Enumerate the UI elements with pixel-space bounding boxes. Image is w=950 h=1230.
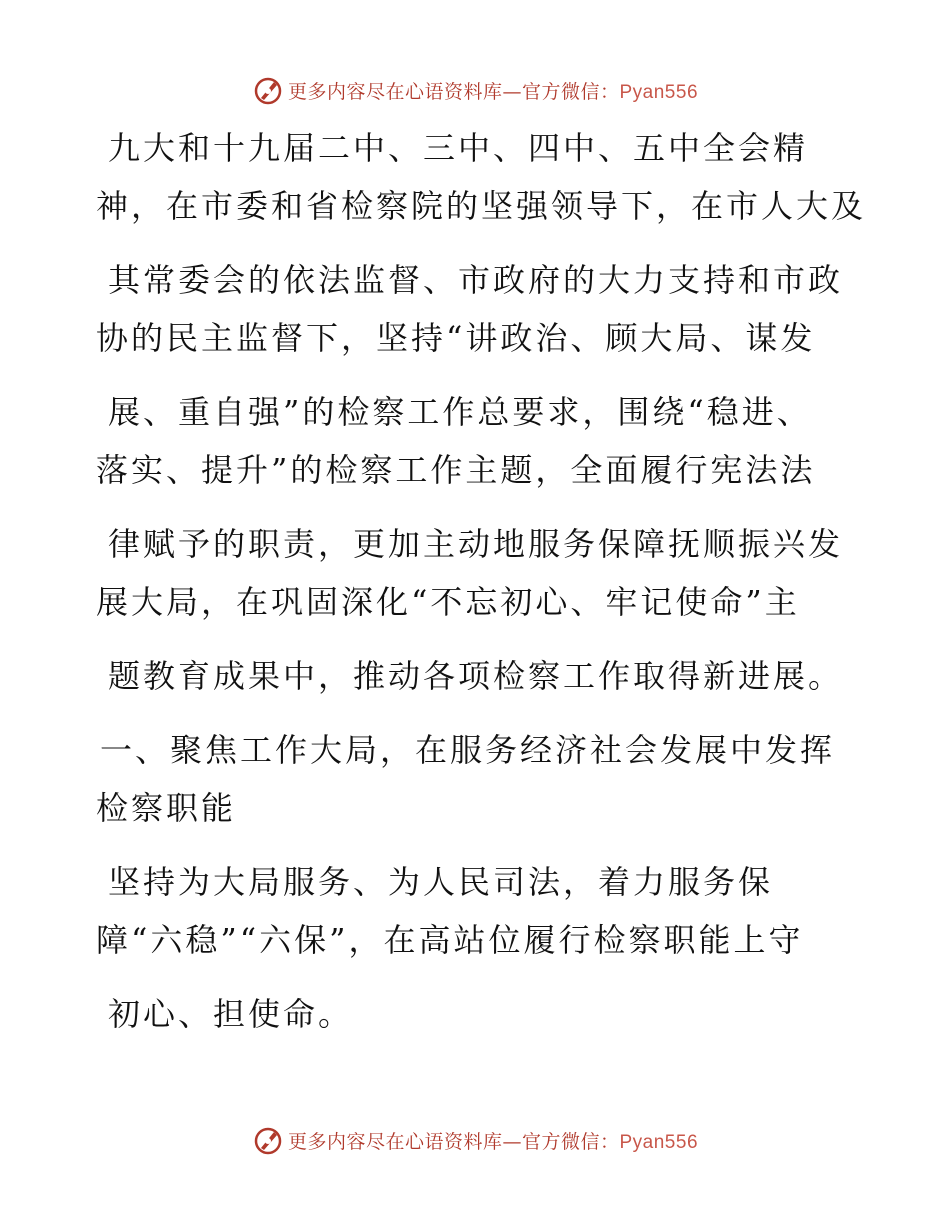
footer-banner-text: 更多内容尽在心语资料库—官方微信：Pyan556 [287,1130,699,1153]
body-line: 神，在市委和省检察院的坚强领导下，在市人大及 [96,187,867,225]
body-line: 展大局，在巩固深化“不忘初心、牢记使命”主 [96,583,800,621]
body-line: 律赋予的职责，更加主动地服务保障抚顺振兴发 [108,525,844,563]
header-banner [0,70,950,110]
section-heading: 一、聚焦工作大局，在服务经济社会发展中发挥 [100,731,836,769]
body-line: 坚持为大局服务、为人民司法，着力服务保 [108,863,774,901]
body-line: 其常委会的依法监督、市政府的大力支持和市政 [108,261,844,299]
footer-banner [0,1120,950,1160]
section-heading-continuation: 检察职能 [96,789,237,827]
body-line: 落实、提升”的检察工作主题，全面履行宪法法 [96,451,816,489]
pen-in-circle-logo-icon [252,74,284,106]
body-line: 障“六稳”“六保”，在高站位履行检察职能上守 [96,921,804,959]
body-line: 展、重自强”的检察工作总要求，围绕“稳进、 [108,393,812,431]
header-banner-handle: Pyan556 [619,81,699,103]
body-line: 初心、担使命。 [108,995,354,1033]
header-banner-text: 更多内容尽在心语资料库—官方微信：Pyan556 [287,80,699,103]
pen-in-circle-logo-icon [252,1124,284,1156]
body-line: 协的民主监督下，坚持“讲政治、顾大局、谋发 [96,319,816,357]
body-line: 九大和十九届二中、三中、四中、五中全会精 [108,129,809,167]
footer-banner-handle: Pyan556 [619,1131,699,1153]
body-line: 题教育成果中，推动各项检察工作取得新进展。 [108,657,844,695]
